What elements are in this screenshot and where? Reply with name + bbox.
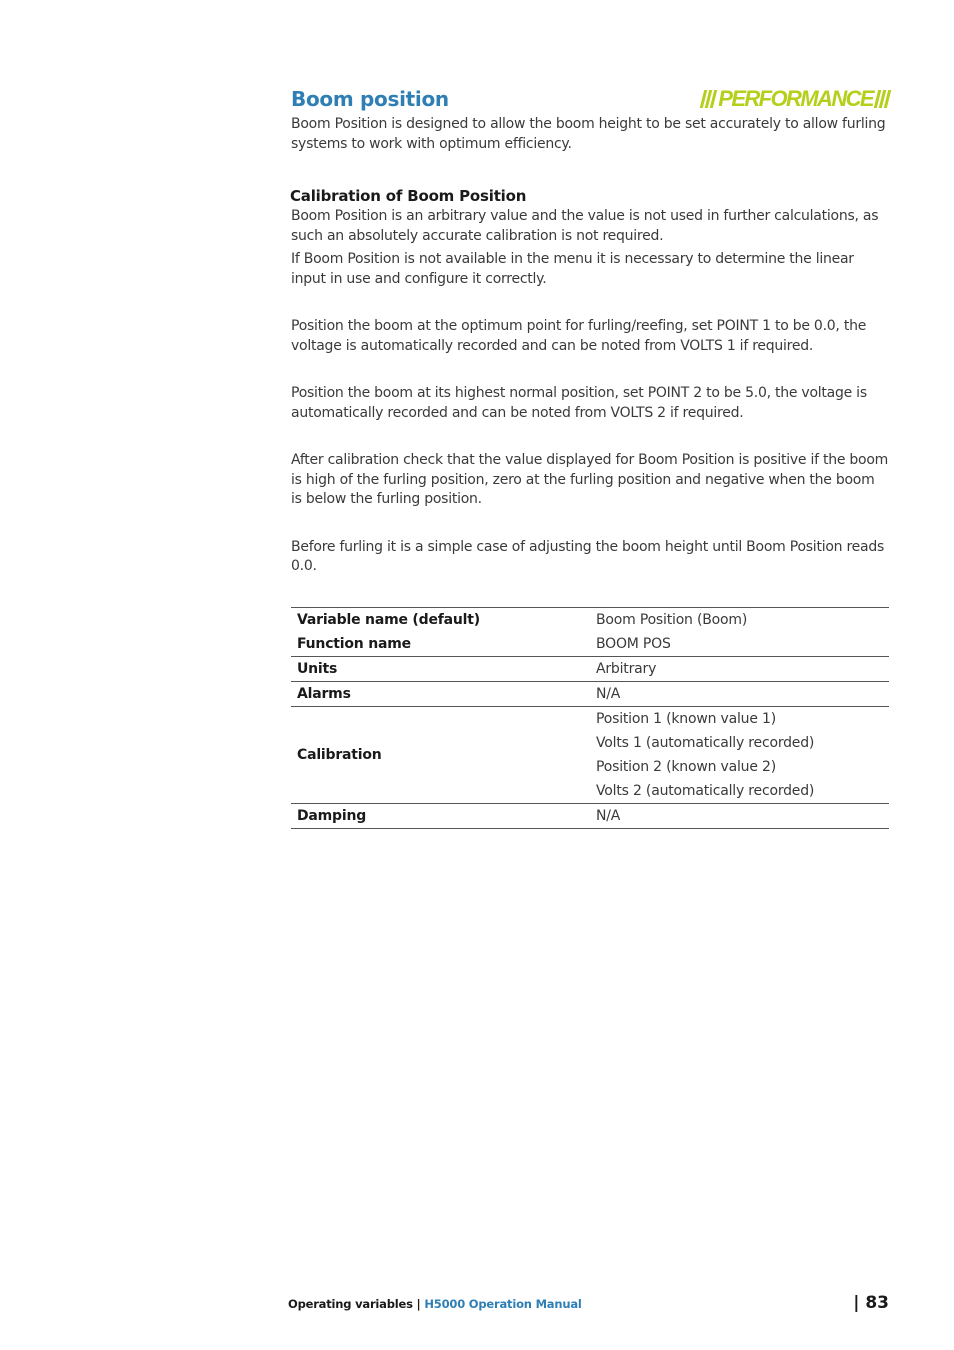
variable-name-value: Boom Position (Boom)	[596, 607, 889, 632]
units-label: Units	[291, 656, 596, 681]
table-row	[291, 681, 889, 706]
calibration-label: Calibration	[291, 706, 596, 803]
function-name-value: BOOM POS	[596, 632, 889, 657]
calibration-value: Volts 2 (automatically recorded)	[596, 779, 889, 804]
table-row	[291, 607, 889, 632]
alarms-label: Alarms	[291, 681, 596, 706]
paragraph-point-2: Position the boom at its highest normal position, set POINT 2 to be 5.0, the voltage is automatically recorded and can be noted from VOLTS 2 if required.	[291, 385, 867, 421]
logo-bars-left-icon	[702, 90, 715, 108]
variable-table	[291, 607, 889, 829]
performance-logo	[702, 88, 889, 110]
paragraph-linear-input: If Boom Position is not available in the menu it is necessary to determine the linear input in use and configure it correctly.	[291, 251, 854, 287]
page-title: Boom position	[291, 87, 449, 111]
table-row	[291, 656, 889, 681]
page-number-prefix: |	[853, 1293, 866, 1313]
paragraph-arbitrary: Boom Position is an arbitrary value and the value is not used in further calculations, as such an absolutely accurate calibration is not required.	[291, 208, 879, 244]
calibration-value: Volts 1 (automatically recorded)	[596, 734, 815, 751]
page-number	[853, 1293, 889, 1313]
logo-text: PERFORMANCE	[718, 86, 873, 111]
calibration-value: Position 2 (known value 2)	[596, 758, 776, 775]
page-content	[291, 84, 889, 829]
calibration-value: Position 1 (known value 1)	[596, 710, 776, 727]
damping-value: N/A	[596, 803, 889, 828]
table-row	[291, 632, 889, 657]
intro-paragraph: Boom Position is designed to allow the boom height to be set accurately to allow furling systems to work with optimum efficiency.	[291, 116, 886, 152]
table-row	[291, 803, 889, 828]
paragraph-furling: Before furling it is a simple case of adjusting the boom height until Boom Position reads 0.0.	[291, 538, 885, 574]
paragraph-point-1: Position the boom at the optimum point for furling/reefing, set POINT 1 to be 0.0, the voltage is automatically recorded and can be noted from VOLTS 1 if required.	[291, 318, 867, 354]
variable-name-label: Variable name (default)	[291, 607, 596, 632]
paragraph-check: After calibration check that the value displayed for Boom Position is positive if the boom is high of the furling position, zero at the furling position and negative when the boom is below the furling position.	[291, 452, 889, 507]
subheading: Calibration of Boom Position	[290, 187, 527, 205]
table-row	[291, 706, 889, 731]
footer-section-name: Operating variables	[288, 1297, 413, 1311]
damping-label: Damping	[291, 803, 596, 828]
footer-separator: |	[412, 1297, 425, 1311]
title-row	[291, 84, 889, 114]
logo-bars-right-icon	[876, 90, 889, 108]
footer-section	[288, 1297, 582, 1311]
function-name-label: Function name	[291, 632, 596, 657]
page-number-value: 83	[865, 1293, 889, 1313]
alarms-value: N/A	[596, 681, 889, 706]
units-value: Arbitrary	[596, 656, 889, 681]
footer-manual-name: H5000 Operation Manual	[424, 1297, 582, 1311]
